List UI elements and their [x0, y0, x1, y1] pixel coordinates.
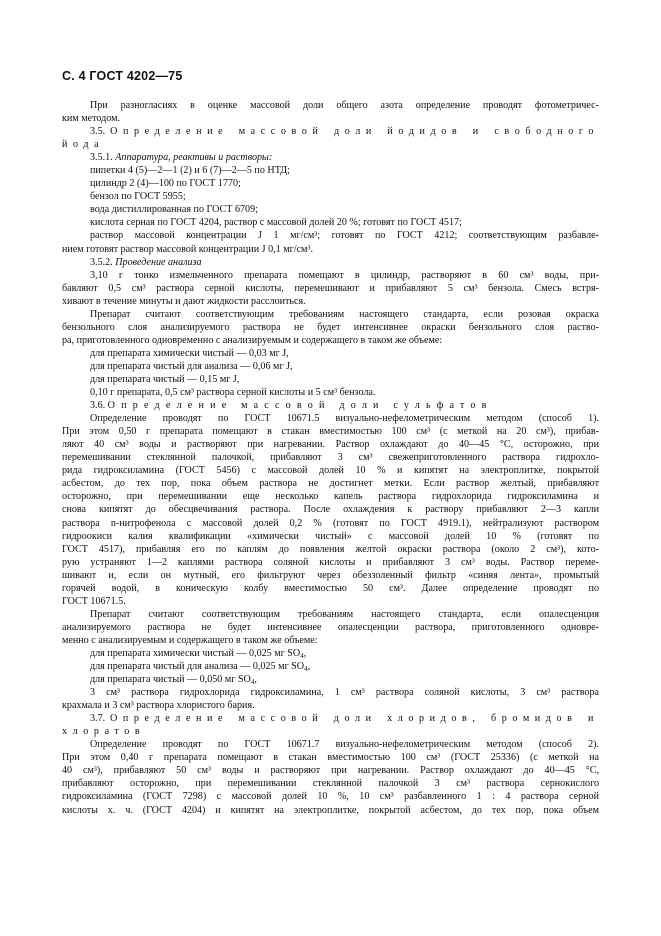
intro-line-2: ким методом. — [62, 113, 121, 125]
sulfate-limit-2: для препарата чистый для анализа — 0,025 мг $SO_4$, — [90, 661, 311, 674]
sulfate-para-1-line-2: При этом 0,50 г препарата помещают в стакан вместимостью 100 см³ (с меткой на 20 см³), прибав- — [62, 426, 599, 438]
sulfate-para-1-line-12: рую устраняют 1—2 каплями раствора соляной кислоты и прибавляют 3 см³ воды. Раствор переме- — [62, 556, 599, 568]
sulfate-para-1-line-7: осторожно, при перемешивании еще несколько капель раствора гидрохлорида гидроксиламина и — [62, 491, 599, 503]
sulfate-para-1-line-11: ГОСТ 4517), прибавляя его по каплям до появления желтой окраски раствора (около 2 см³), кото- — [62, 543, 599, 555]
chloride-para-line-5: гидроксиламина (ГОСТ 7298) с массовой долей 10 %, 10 см³ разбавленного 1 : 4 раствора серной — [62, 791, 599, 803]
reagent-item-5: кислота серная по ГОСТ 4204, раствор с массовой долей 20 %; готовят по ГОСТ 4517; — [90, 217, 462, 229]
section-3-7-title-line-2: хлоратов — [62, 726, 146, 738]
sulfate-limit-1: для препарата химически чистый — 0,025 мг $SO_4$, — [90, 647, 307, 660]
sulfate-para-1-line-15: ГОСТ 10671.5. — [62, 595, 126, 607]
iodide-limit-2: для препарата чистый для анализа — 0,06 мг J, — [90, 360, 293, 372]
section-3-5-2-number: 3.5.2. — [90, 256, 113, 268]
reagent-item-1: пипетки 4 (5)—2—1 (2) и 6 (7)—2—5 по НТД; — [90, 165, 290, 177]
sulfate-limit-3: для препарата чистый — 0,050 мг $SO_4$, — [90, 674, 257, 687]
sulfate-para-1-line-10: гидроокиси калия квалификации «химически чистый» с массовой долей 10 % (готовят по — [62, 530, 599, 542]
section-3-6-heading — [62, 399, 599, 412]
intro-line-1: При разногласиях в оценке массовой доли общего азота определение проводят фотометричес- — [90, 100, 599, 111]
section-3-5-number: 3.5. — [90, 126, 106, 138]
section-3-5-1-title: Аппаратура, реактивы и растворы: — [115, 152, 273, 164]
reagent-item-3: бензол по ГОСТ 5955; — [90, 191, 186, 203]
sulfate-para-1-line-8: снова кипятят до обесцвечивания раствора. После охлаждения к раствору прибавляют 2—3 капли — [62, 504, 599, 516]
sulfate-para-2-line-3: менно с анализируемым и содержащего в таком же объеме: — [62, 634, 318, 646]
section-3-5-2-heading — [62, 256, 599, 269]
section-3-7-title-line-1: Определение массовой доли хлоридов, бромидов и — [110, 713, 599, 725]
sulfate-para-1-line-14: горячей водой, в коническую колбу вместимостью 50 см³. Далее определение проводят по — [62, 582, 599, 594]
section-3-5-1-number: 3.5.1. — [90, 152, 113, 164]
analysis-para-2-line-3: ра, приготовленного одновременно с анализируемым и содержащего в таком же объеме: — [62, 334, 443, 346]
section-3-5-2-title: Проведение анализа — [115, 256, 202, 268]
chloride-para-line-1: Определение проводят по ГОСТ 10671.7 визуально-нефелометрическим методом (способ 2). — [90, 739, 599, 751]
section-3-6-title: Определение массовой доли сульфатов — [107, 400, 493, 412]
sulfate-para-1-line-9: раствора n-нитрофенола с массовой долей 0,2 % (готовят по ГОСТ 4919.1), нейтрализуют раствором — [62, 517, 599, 529]
sulfate-para-3-line-2: крахмала и 3 см³ раствора хлористого бария. — [62, 700, 255, 712]
analysis-para-1-line-2: бавляют 0,5 см³ раствора серной кислоты, перемешивают и прибавляют 5 см³ бензола. Смесь встря- — [62, 282, 599, 294]
chloride-para-line-3: 40 см³), прибавляют 50 см³ воды и растворяют при нагревании. Раствор охлаждают до 40—45 °С, — [62, 765, 599, 777]
page-header: С. 4 ГОСТ 4202—75 — [62, 69, 183, 83]
chloride-para-line-6: кислоты х. ч. (ГОСТ 4204) и кипятят на электроплитке, покрытой асбестом, до тех пор, пока объем — [62, 804, 599, 816]
section-3-7-heading — [62, 712, 599, 725]
analysis-para-2-line-2: бензольного слоя анализируемого раствора не будет интенсивнее окраски бензольного слоя раство- — [62, 321, 599, 333]
sulfate-para-1-line-13: шивают и, если он мутный, его фильтруют через обеззоленный фильтр «синяя лента», промытый — [62, 569, 599, 581]
chloride-para-line-4: прибавляют осторожно, при перемешивании стеклянной палочкой 3 см³ раствора сернокислого — [62, 778, 599, 790]
document-body — [62, 99, 599, 817]
sulfate-para-1-line-5: рида гидроксиламина (ГОСТ 5456) с массовой долей 10 % и кипятят на электроплитке, покрытой — [62, 465, 599, 477]
reagent-item-4: вода дистиллированная по ГОСТ 6709; — [90, 204, 258, 216]
sulfate-para-1-line-3: ляют 40 см³ воды и растворяют при нагревании. Раствор охлаждают до 40—45 °С, осторожно, при — [62, 439, 599, 451]
iodide-limit-1: для препарата химически чистый — 0,03 мг J, — [90, 347, 289, 359]
section-3-5-1-heading — [62, 151, 599, 164]
section-3-5-heading — [62, 125, 599, 138]
section-3-7-number: 3.7. — [90, 713, 106, 725]
sulfate-para-2-line-2: анализируемого раствора не будет интенсивнее опалесценции раствора, приготовленного одновре- — [62, 621, 599, 633]
sulfate-para-1-line-4: перемешивании стеклянной палочкой, прибавляют 3 см³ свежеприготовленного раствора гидрохло- — [62, 452, 599, 464]
sulfate-para-3-line-1: 3 см³ раствора гидрохлорида гидроксиламина, 1 см³ раствора соляной кислоты, 3 см³ раствора — [90, 687, 599, 699]
reagent-item-6-line-1: раствор массовой концентрации J 1 мг/см³; готовят по ГОСТ 4212; соответствующим разбавле- — [90, 230, 599, 242]
reagent-item-2: цилиндр 2 (4)—100 по ГОСТ 1770; — [90, 178, 241, 190]
sulfate-para-1-line-6: асбестом, до тех пор, пока объем раствора не достигнет метки. Если раствор желтый, прибавляют — [62, 478, 599, 490]
iodide-limit-4: 0,10 г препарата, 0,5 см³ раствора серной кислоты и 5 см³ бензола. — [90, 387, 376, 399]
iodide-limit-3: для препарата чистый — 0,15 мг J, — [90, 373, 240, 385]
chloride-para-line-2: При этом 0,40 г препарата помещают в стакан вместимостью 100 см³ (ГОСТ 25336) (с меткой на — [62, 752, 599, 764]
sulfate-para-2-line-1: Препарат считают соответствующим требованиям настоящего стандарта, если опалесценция — [90, 608, 599, 620]
section-3-6-number: 3.6. — [90, 400, 106, 412]
analysis-para-2-line-1: Препарат считают соответствующим требованиям настоящего стандарта, если розовая окраска — [90, 308, 599, 320]
analysis-para-1-line-1: 3,10 г тонко измельченного препарата помещают в цилиндр, растворяют в 60 см³ воды, при- — [90, 269, 599, 281]
analysis-para-1-line-3: хивают в течение минуты и дают жидкости расслоиться. — [62, 295, 306, 307]
section-3-5-title-line-1: Определение массовой доли йодидов и свободного — [110, 126, 599, 138]
reagent-item-6-line-2: нием готовят раствор массовой концентрации J 0,1 мг/см³. — [62, 243, 313, 255]
sulfate-para-1-line-1: Определение проводят по ГОСТ 10671.5 визуально-нефелометрическим методом (способ 1). — [90, 413, 599, 425]
section-3-5-title-line-2: йода — [62, 139, 105, 151]
